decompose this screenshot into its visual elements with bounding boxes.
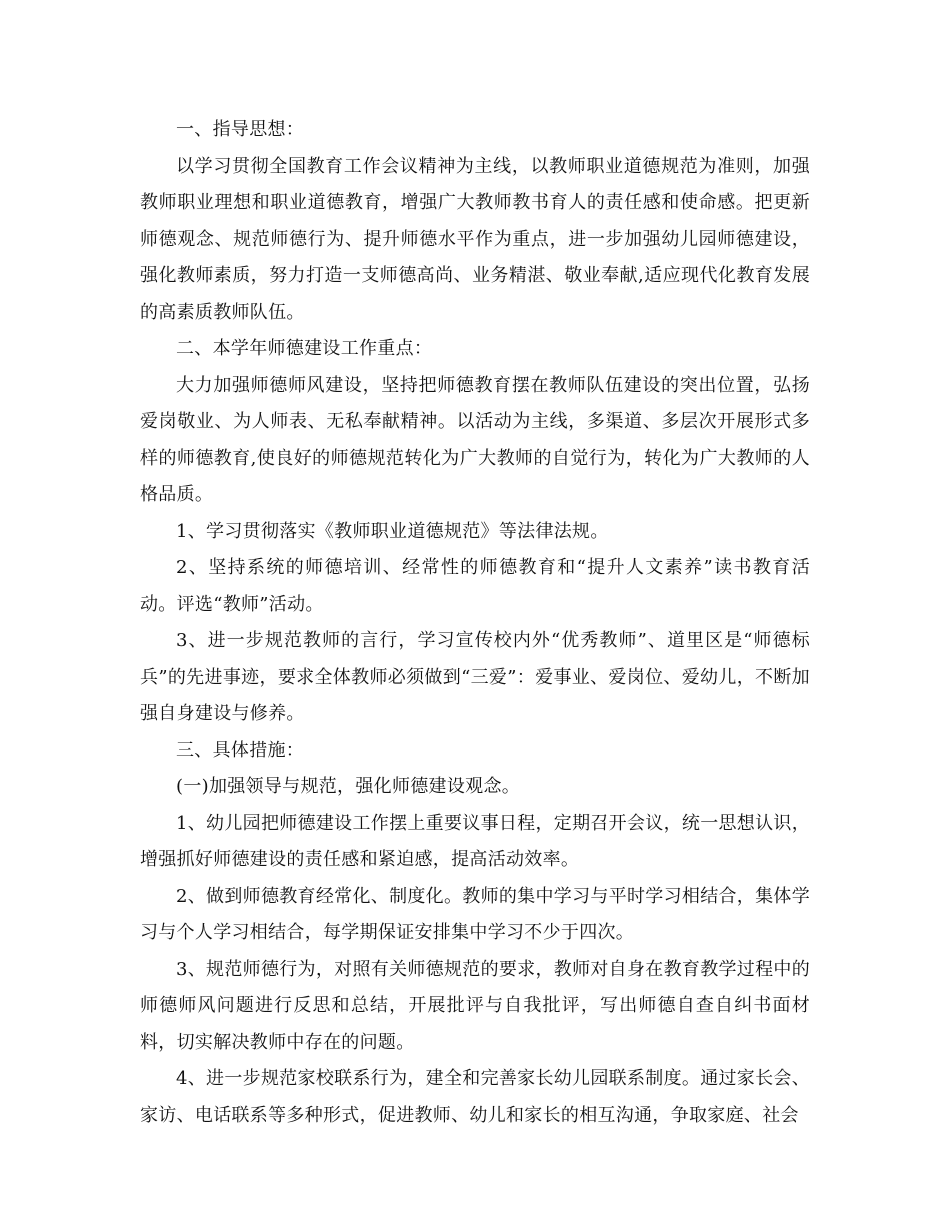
measure-item-2: 2、做到师德教育经常化、制度化。教师的集中学习与平时学习相结合，集体学习与个人学习相结合，每学期保证安排集中学习不少于四次。 bbox=[140, 885, 810, 943]
section-heading-2: 二、本学年师德建设工作重点： bbox=[176, 338, 433, 359]
measure-item-3: 3、规范师德行为，对照有关师德规范的要求，教师对自身在教育教学过程中的师德师风问题进行反思和总结，开展批评与自我批评，写出师德自查自纠书面材料，切实解决教师中存在的问题。 bbox=[140, 958, 810, 1053]
paragraph-guiding-ideology: 以学习贯彻全国教育工作会议精神为主线，以教师职业道德规范为准则，加强教师职业理想和职业道德教育，增强广大教师教书育人的责任感和使命感。把更新师德观念、规范师德行为、提升师德水平作为重点，进一步加强幼儿园师德建设，强化教师素质，努力打造一支师德高尚、业务精湛、敬业奉献,适应现代化教育发展的高素质教师队伍。 bbox=[140, 155, 810, 323]
section-heading-1: 一、指导思想： bbox=[176, 119, 305, 140]
list-item-1: 1、学习贯彻落实《教师职业道德规范》等法律法规。 bbox=[176, 520, 609, 542]
document-body bbox=[140, 112, 810, 1134]
measure-item-4: 4、进一步规范家校联系行为，建全和完善家长幼儿园联系制度。通过家长会、家访、电话联系等多种形式，促进教师、幼儿和家长的相互沟通，争取家庭、社会 bbox=[140, 1068, 810, 1126]
list-item-3: 3、进一步规范教师的言行，学习宣传校内外“优秀教师”、道里区是“师德标兵”的先进事迹，要求全体教师必须做到“三爱”：爱事业、爱岗位、爱幼儿，不断加强自身建设与修养。 bbox=[140, 630, 810, 724]
subsection-heading-1: (一)加强领导与规范，强化师德建设观念。 bbox=[176, 776, 521, 797]
measure-item-1: 1、幼儿园把师德建设工作摆上重要议事日程，定期召开会议，统一思想认识，增强抓好师德建设的责任感和紧迫感，提高活动效率。 bbox=[140, 812, 810, 870]
paragraph-key-points: 大力加强师德师风建设，坚持把师德教育摆在教师队伍建设的突出位置，弘扬爱岗敬业、为人师表、无私奉献精神。以活动为主线，多渠道、多层次开展形式多样的师德教育,使良好的师德规范转化为广大教师的自觉行为，转化为广大教师的人格品质。 bbox=[140, 374, 810, 505]
list-item-2: 2、坚持系统的师德培训、经常性的师德教育和“提升人文素养”读书教育活动。评选“教师”活动。 bbox=[140, 557, 810, 615]
section-heading-3: 三、具体措施： bbox=[176, 739, 305, 761]
